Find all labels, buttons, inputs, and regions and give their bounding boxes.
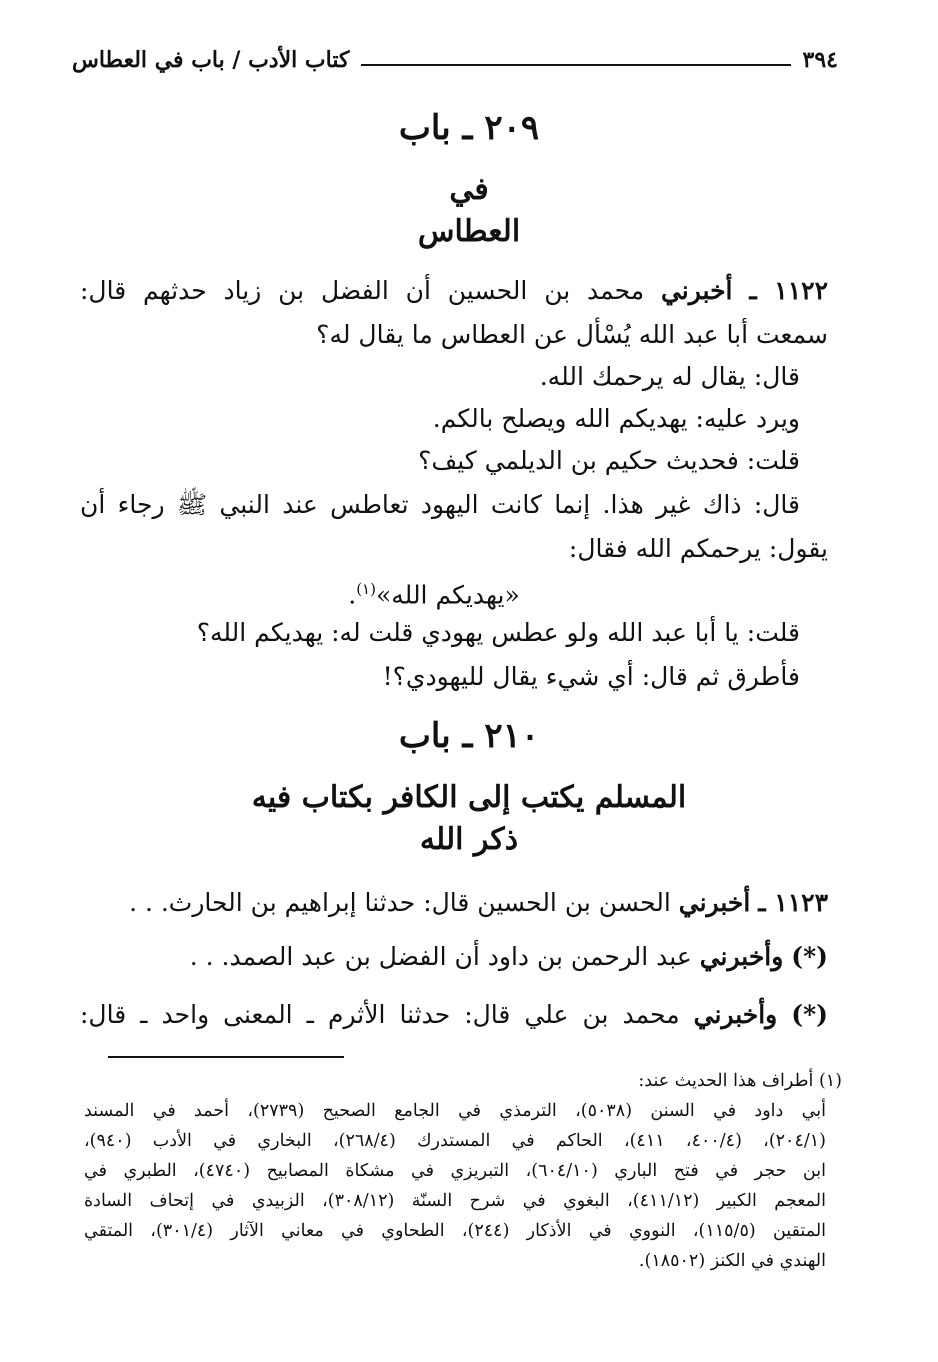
hadith-isnad-text: الحسن بن الحسين قال: حدثنا إبراهيم بن الحارث. . . [129,888,679,917]
footnote-label: (١) [818,1071,842,1091]
hadith-1122-line: قال: يقال له يرحمك الله. [539,362,800,391]
header-rule [361,64,790,66]
footnote-line: أبي داود في السنن (٥٠٣٨)، الترمذي في الجامع الصحيح (٢٧٣٩)، أحمد في المسند [84,1101,826,1121]
chapter-209-heading: ٢٠٩ ـ باب [398,108,540,148]
footnote-line: المتقين (١١٥/٥)، النووي في الأذكار (٢٤٤)، الطحاوي في معاني الآثار (٣٠١/٤)، المتقي [84,1221,827,1241]
hadith-1122-line: قلت: يا أبا عبد الله ولو عطس يهودي قلت له: يهديكم الله؟ [196,618,800,647]
chapter-209-title-line2: العطاس [417,214,521,249]
chain-marker: (*) [791,942,828,971]
hadith-1122-quote: «يهديكم الله»$^{(١)}$. [348,580,520,610]
hadith-1122-line: ويرد عليه: يهديكم الله ويصلح بالكم. [432,404,800,433]
footnote-line: الهندي في الكنز (١٨٥٠٢). [638,1251,826,1271]
hadith-1122-line: يقول: يرحمكم الله فقال: [568,534,828,563]
hadith-1122-line: فأطرق ثم قال: أي شيء يقال لليهودي؟! [382,662,800,691]
hadith-number: ١١٢٢ ـ [749,276,828,305]
hadith-1122-isnad [80,270,828,312]
running-header [72,40,838,80]
quote-text: «يهديكم الله» [375,580,520,610]
footnote-separator [108,1056,344,1058]
footnote-ref: (١) [356,580,376,598]
hadith-keyword: أخبرني [678,888,751,917]
hadith-isnad-text: محمد بن الحسين أن الفضل بن زياد حدثهم قال: [80,276,661,305]
hadith-keyword: أخبرني [660,276,733,305]
chapter-210-title-line1: المسلم يكتب إلى الكافر بكتاب فيه [251,780,687,815]
hadith-number: ١١٢٣ ـ [758,888,828,917]
footnotes [84,1066,842,1276]
hadith-1122-line: سمعت أبا عبد الله يُسْأل عن العطاس ما يقال له؟ [316,320,828,349]
footnote-line: (٢٠٤/١)، (٤٠٠/٤، ٤١١)، الحاكم في المستدرك (٢٦٨/٤)، البخاري في الأدب (٩٤٠)، [84,1131,826,1151]
chain-marker: (*) [791,1000,829,1029]
footnote-line: ابن حجر في فتح الباري (٦٠٤/١٠)، التبريزي في مشكاة المصابيح (٤٧٤٠)، الطبري في [84,1161,826,1181]
chapter-210-title-line2: ذكر الله [419,822,519,857]
hadith-1123-alt-chain [80,936,828,978]
chapter-209-title-line1: في [449,172,489,207]
hadith-1123-alt-chain [80,994,828,1036]
chain-text: عبد الرحمن بن داود أن الفضل بن عبد الصمد. . . [189,942,700,971]
hadith-keyword: وأخبرني [693,1000,778,1029]
hadith-1123-isnad [80,882,828,924]
footnote-intro: (١) أطراف هذا الحديث عند: [638,1071,842,1091]
page-number: ٣٩٤ [802,47,838,73]
running-title: كتاب الأدب / باب في العطاس [72,47,350,73]
hadith-1122-line: قال: ذاك غير هذا. إنما كانت اليهود تعاطس عند النبي ﷺ رجاء أن [80,490,800,519]
chapter-210-heading: ٢١٠ ـ باب [398,716,540,756]
hadith-1122-line: قلت: فحديث حكيم بن الديلمي كيف؟ [418,446,800,475]
hadith-keyword: وأخبرني [699,942,784,971]
chain-text: محمد بن علي قال: حدثنا الأثرم ـ المعنى واحد ـ قال: [80,1000,694,1029]
footnote-line: المعجم الكبير (٤١١/١٢)، البغوي في شرح السنّة (٣٠٨/١٢)، الزبيدي في إتحاف السادة [84,1191,826,1211]
